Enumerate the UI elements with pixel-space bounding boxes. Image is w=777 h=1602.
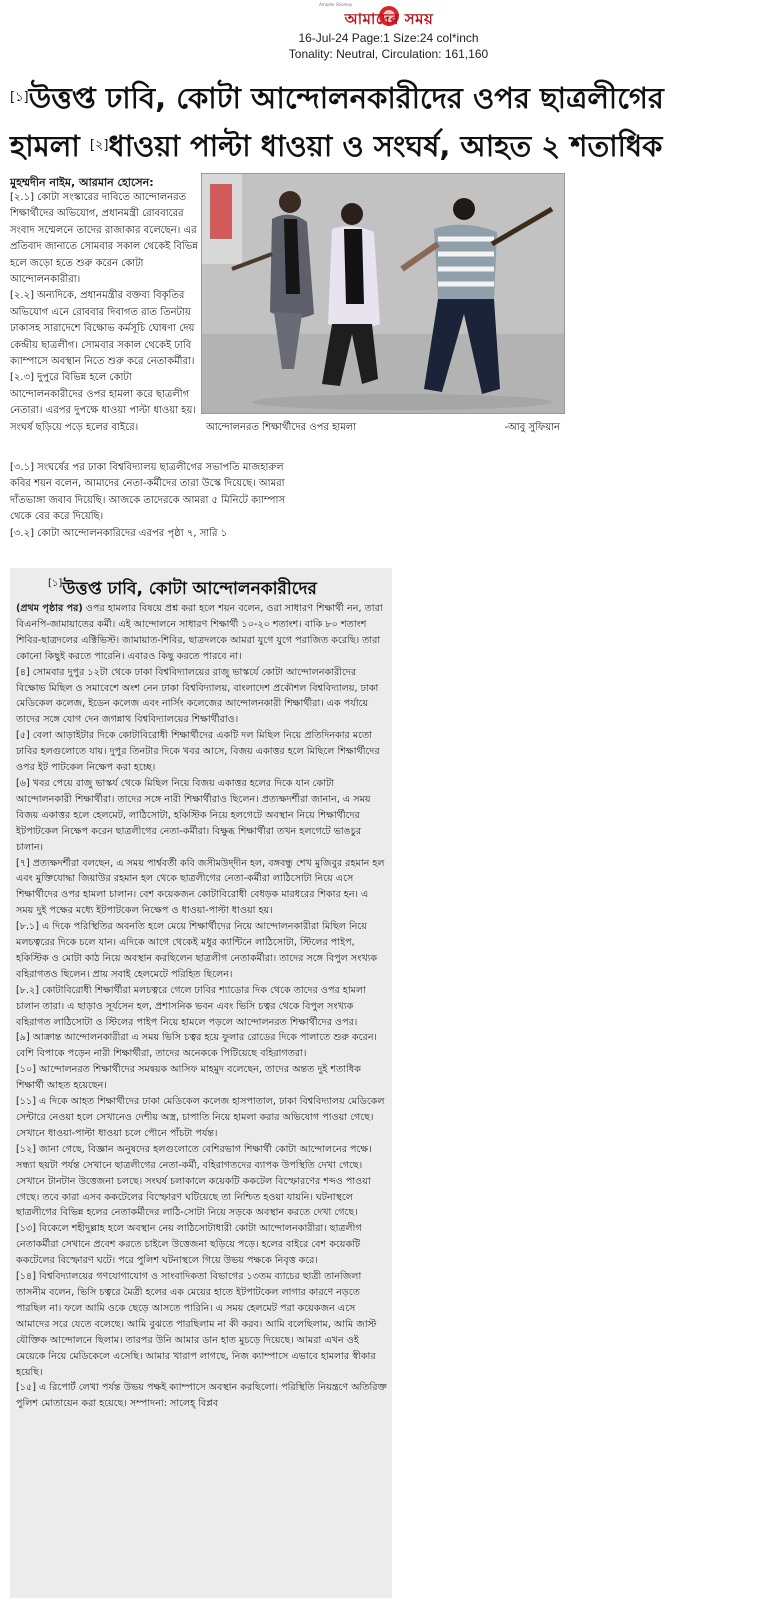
news-photo — [201, 173, 565, 414]
continued-paragraph: [৪] সোমবার দুপুর ১২টা থেকে ঢাকা বিশ্ববিদ্যালয়ের রাজু ভাস্কর্যে কোটা আন্দোলনকারীদের বিক্ষোভ মিছিল ও সমাবেশে অংশ নেন ঢাকা বিশ্ববিদ্যালয়, বাংলাদেশ প্রকৌশল বিশ্ববিদ্যালয়, ঢাকা মেডিকেল কলেজ, ইডেন কলেজ এবং নার্সিং কলেজের আন্দোলনকারী শিক্ষার্থীরা। এক পর্যায়ে তাদের সঙ্গে যোগ দেন জগন্নাথ বিশ্ববিদ্যালয়ের শিক্ষার্থীরাও। — [16, 666, 379, 726]
attack-scene-illustration — [202, 174, 565, 414]
main-headline — [10, 74, 770, 170]
continued-headline — [48, 576, 317, 604]
continued-paragraph: [১৫] এ রিপোর্ট লেখা পর্যন্ত উভয় পক্ষই ক্যাম্পাসে অবস্থান করছিলো। পরিস্থিতি নিয়ন্ত্রণে অতিরিক্ত পুলিশ মোতায়েন করা হয়েছে। সম্পাদনা: সালেহ্ বিপ্লব — [16, 1382, 387, 1410]
photo-credit: -আবু সুফিয়ান — [504, 422, 560, 433]
continued-paragraph: [৮.১] এ দিকে পরিস্থিতির অবনতি হলে মেয়ে শিক্ষার্থীদের নিয়ে আন্দোলনকারীরা মিছিল নিয়ে মলচত্বরের দিকে চলে যান। এদিকে আগে থেকেই মধুর ক্যান্টিনে লাঠিসোটা, স্টিলের পাইপ, হকিস্টিক ও মোটা কাঠ নিয়ে অবস্থান করছিলেন ছাত্রলীগ নেতাকর্মীরা। তাদের সঙ্গে বিপুল সংখ্যক বহিরাগতও ছিলেন। প্রায় সবাই হেলমেটে পরিহিত ছিলেন। — [16, 921, 378, 980]
continued-paragraph: [১০] আন্দোলনরত শিক্ষার্থীদের সমন্বয়ক আসিফ মাহমুদ বলেছেন, তাদের অন্তত দুই শতাধিক শিক্ষার্থী আহত হয়েছেন। — [16, 1064, 361, 1092]
headline-tag-1: [১] — [10, 90, 29, 105]
continued-paragraph: [১৩] বিকেলে শহীদুল্লাহ হলে অবস্থান নেয় লাঠিসোটাধারী কোটা আন্দোলনকারীরা। ছাত্রলীগ নেতাকর্মীরা সেখানে প্রবেশ করতে চাইলে উত্তেজনা ছড়িয়ে পড়ে। হলের বাইরে বেশ কয়েকটি ককটেলের বিস্ফোরণ ঘটে। পরে পুলিশ ঘটনাস্থলে গিয়ে উভয় পক্ষকে নিবৃত্ত করে। — [16, 1223, 362, 1267]
continued-paragraph: [৮.২] কোটাবিরোধী শিক্ষার্থীরা মলচত্বরে গেলে ঢাবির শ্যাডোর দিক থেকে তাদের ওপর হামলা চালান তারা। এ ছাড়াও সূর্যসেন হল, প্রশাসনিক ভবন এবং ভিসি চত্বর থেকে বিপুল সংখ্যক বহিরাগত লাঠিসোটা ও স্টিলের পাইপ নিয়ে হামলে পড়লে আন্দোলনরত শিক্ষার্থীদের ওপর। — [16, 984, 366, 1028]
continued-from-label: (প্রথম পৃষ্ঠার পর) — [16, 603, 83, 614]
logo-text: আমাদের সময় — [344, 10, 434, 28]
lead-paragraph: [২.২] অন্যদিকে, প্রধানমন্ত্রীর বক্তব্য বিকৃতির অভিযোগ এনে রোববার দিবাগত রাত তিনটায় ঢাকাসহ সারাদেশে বিক্ষোভ কর্মসূচি ঘোষণা দেয় কেন্দ্রীয় ছাত্রলীগ। সোমবার সকাল থেকেই ঢাবি ক্যাম্পাসে অবস্থান নিতে শুরু করে নেতাকর্মীরা। — [10, 290, 195, 368]
continued-paragraph: [১২] জানা গেছে, বিজ্ঞান অনুষদের হলগুলোতে বেশিরভাগ শিক্ষার্থী কোটা আন্দোলনের পক্ষে। সন্ধ্যা ছয়টা পর্যন্ত সেখানে ছাত্রলীগের নেতা-কর্মী, বহিরাগতদের ব্যাপক উপস্থিতি দেখা গেছে। সেখানে টানটান উত্তেজনা চলছে। সংঘর্ষ চলাকালে কয়েকটি ককটেল বিস্ফোরণের শব্দও পাওয়া গেছে। তবে কারা এসব ককটেলের বিস্ফোরণ ঘটিয়েছে তা নিশ্চিত হওয়া যায়নি। ঘটনাস্থলে ছাত্রলীগের বিভিন্ন হলের নেতাকর্মীদের লাঠি-সোটা নিয়ে সড়কে অবস্থান করতে দেখা গেছে। — [16, 1143, 372, 1219]
continued-headline-tag: [১] — [48, 578, 63, 589]
jump-line: [৩.২] কোটা আন্দোলনকারিদের এরপর পৃষ্ঠা ৭, সারি ১ — [10, 527, 228, 539]
headline-text-1: উত্তপ্ত ঢাবি, কোটা আন্দোলনকারীদের ওপর ছাত্রলীগের — [28, 81, 664, 115]
headline-line-1 — [10, 74, 770, 122]
byline: মুহম্মদীন নাইম, আরমান হোসেন: — [10, 176, 154, 189]
continued-article — [10, 568, 392, 1598]
continued-body — [16, 601, 388, 1412]
continued-paragraph: [৬] খবর পেয়ে রাজু ভাস্কর্য থেকে মিছিল নিয়ে বিজয় একাত্তর হলের দিকে যান কোটা আন্দোলনকারী শিক্ষার্থীরা। তাদের সঙ্গে নারী শিক্ষার্থীরাও ছিলেন। প্রত্যক্ষদর্শীরা জানান, এ সময় বিজয় একাত্তর হলে হেলমেট, লাঠিসোটা, হকিস্টিক নিয়ে হলগেটে অবস্থান নিয়ে শিক্ষার্থীদের ইটপাটকেল নিক্ষেপ করেন ছাত্রলীগের নেতা-কর্মীরা। বিক্ষুব্ধ শিক্ষার্থীরা তখন হলগেটে ভাঙচুর চালান। — [16, 777, 371, 853]
headline-text-2a: হামলা — [10, 129, 90, 163]
lead-paragraph: [২.১] কোটা সংস্কারের দাবিতে আন্দোলনরত শিক্ষার্থীদের অভিযোগ, প্রধানমন্ত্রী রোববারের সংবাদ সম্মেলনে তাদের রাজাকার বলেছেন। এর প্রতিবাদ জানাতে সোমবার সকাল থেকেই বিভিন্ন হলে জড়ো হতে শুরু করেন কোটা আন্দোলনকারীরা। — [10, 192, 198, 286]
lead-paragraph: [২.৩] দুপুরে বিভিন্ন হলে কোটা আন্দোলনকারীদের ওপর হামলা করে ছাত্রলীগ নেতারা। এরপর দুপক্ষে ধাওয়া পাল্টা ধাওয়া হয়। সংঘর্ষ ছড়িয়ে পড়ে হলের বাইরে। — [10, 372, 196, 433]
continued-paragraph: [৫] বেলা আড়াইটার দিকে কোটাবিরোধী শিক্ষার্থীদের একটি দল মিছিল নিয়ে প্রতিদিনকার মতো ঢাবির হলগুলোতে যায়। দুপুর তিনটার দিকে খবর আসে, বিজয় একাত্তর হলে মিছিলে শিক্ষার্থীদের ওপর ইট পাটকেল নিক্ষেপ করা হচ্ছে। — [16, 730, 380, 774]
continued-paragraph: [১৪] বিশ্ববিদ্যালয়ের গণযোগাযোগ ও সাংবাদিকতা বিভাগের ১৩তম ব্যাচের ছাত্রী তানজিলা তাসনীম বলেন, ভিসি চত্বরে মৈত্রী হলের এক মেয়ের হাতে ইটপাটকেল লাগার কারণে নড়তে পারছিল না। ফলে আমি ওকে ছেড়ে আসতে পারিনি। এ সময় হেলমেট পরা কয়েকজন এসে আমাদের সরে যেতে বলেছে। আমি বুঝতে পারছিলাম না কী করব। আমি বলেছিলাম, আমি জাস্ট যৌক্তিক আন্দোলনে ছিলাম। তারপর উনি আমার ডান হাত মুচড়ে দিয়েছে। আমরা এখন ওই মেয়েকে নিয়ে মেডিকেলে এসেছি। আমার খারাপ লাগছে, নিজ ক্যাম্পাসে এভাবে হামলার স্বীকার হয়েছি। — [16, 1271, 377, 1378]
headline-tag-2: [২] — [89, 138, 109, 153]
lead-wide-column — [10, 460, 285, 542]
continued-paragraph: [৭] প্রত্যক্ষদর্শীরা বলছেন, এ সময় পার্শ্ববর্তী কবি জসীমউদ্‌দীন হল, বঙ্গবন্ধু শেখ মুজিবুর রহমান হল এবং মুক্তিযোদ্ধা জিয়াউর রহমান হল থেকে ছাত্রলীগের নেতা-কর্মীরা লাঠিসোটা নিয়ে এসে শিক্ষার্থীদের ওপর হামলা চালান। বেশ কয়েকজন কোটাবিরোধী বেধড়ক মারধরের শিকার হন। এ সময় দুই পক্ষের মধ্যে ইটপাটকেল নিক্ষেপ ও ধাওয়া-পাল্টা ধাওয়া হয়। — [16, 857, 385, 917]
newspaper-logo — [319, 4, 459, 28]
logo-subtext: Amader Shomoy — [319, 2, 353, 7]
continued-paragraph: [১১] এ দিকে আহত শিক্ষার্থীদের ঢাকা মেডিকেল কলেজ হাসপাতাল, ঢাকা বিশ্ববিদ্যালয় মেডিকেল সেন্টারে নেওয়া হলে সেখানেও দেশীয় অস্ত্র, চাপাতি নিয়ে হামলা করার অভিযোগ পাওয়া গেছে। সেখানে ধাওয়া-পাল্টা ধাওয়া চলে পৌনে পাঁচটা পর্যন্ত। — [16, 1096, 385, 1139]
continued-paragraph-text: ওপর হামলার বিষয়ে প্রশ্ন করা হলে শয়ন বলেন, ওরা সাধারণ শিক্ষার্থী নন, তারা বিএনপি-জামায়াতের কর্মী। এই আন্দোলনে সাধারণ শিক্ষার্থী ১০-২০ শতাংশ। বাকি ৮০ শতাংশ শিবির-ছাত্রদলের এক্টিভিস্ট। জামায়াত-শিবির, ছাত্রদলকে আমরা যুগে যুগে পরাজিত করেছি। তারা কোনো কিছুই করতে পারেনি। এবারও কিছু করতে পারবে না। — [16, 603, 383, 662]
clip-meta-date: 16-Jul-24 Page:1 Size:24 col*inch — [298, 31, 479, 45]
headline-line-2 — [10, 122, 770, 170]
continued-paragraph: [৯] আক্রান্ত আন্দোলনকারীরা এ সময় ভিসি চত্বর হয়ে ফুলার রোডের দিকে পালাতে শুরু করেন। বেশি বিপাকে পড়েন নারী শিক্ষার্থীরা, তাদের অনেককে পিটিয়েছে বহিরাগতরা। — [16, 1032, 377, 1060]
continued-headline-text: উত্তপ্ত ঢাবি, কোটা আন্দোলনকারীদের — [62, 579, 317, 599]
lead-wide-paragraph: [৩.১] সংঘর্ষের পর ঢাকা বিশ্ববিদ্যালয় ছাত্রলীগের সভাপতি মাজহারুল কবির শয়ন বলেন, আমাদের নেতা-কর্মীদের তারা উস্কে দিয়েছে। আমরা দাঁতভাঙ্গা জবাব দিয়েছি। আজকে তাদেরকে আমরা ৫ মিনিটে ক্যাম্পাস থেকে বের করে দিয়েছি। — [10, 462, 285, 523]
photo-caption-text: আন্দোলনরত শিক্ষার্থীদের ওপর হামলা — [206, 422, 357, 433]
clip-meta-tonality: Tonality: Neutral, Circulation: 161,160 — [288, 47, 489, 61]
lead-column — [10, 190, 198, 436]
headline-text-2b: ধাওয়া পাল্টা ধাওয়া ও সংঘর্ষ, আহত ২ শতাধিক — [108, 129, 663, 163]
continued-paragraph — [16, 601, 388, 665]
